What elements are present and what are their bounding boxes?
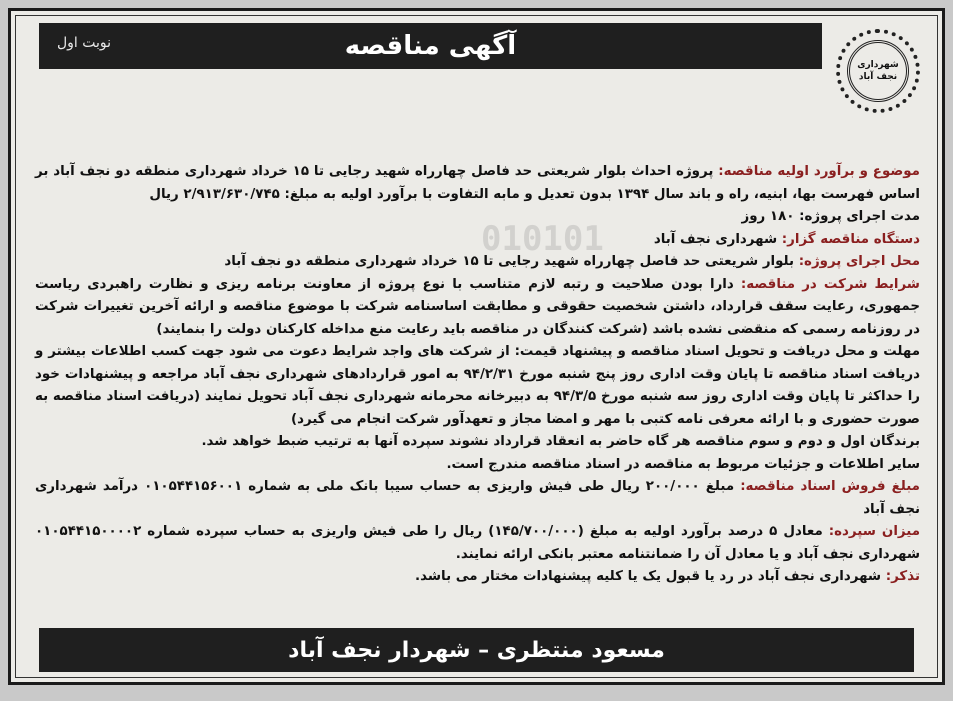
organizer-paragraph (35, 229, 920, 252)
price-paragraph (35, 476, 920, 521)
winners-text: برندگان اول و دوم و سوم مناقصه هر گاه حاضر به انعقاد قرارداد نشوند سپرده آنها به ترتیب ضبط خواهد شد. (201, 434, 920, 449)
note-text: شهرداری نجف آباد در رد یا قبول یک یا کلیه پیشنهادات مختار می باشد. (415, 569, 882, 584)
tender-notice (8, 8, 945, 685)
location-paragraph (35, 251, 920, 274)
deadline-text: مهلت و محل دریافت و تحویل اسناد مناقصه و پیشنهاد قیمت: از شرکت های واجد شرایط دعوت می شود جهت کسب اطلاعات بیشتر و دریافت اسناد مناقصه تا پایان وقت اداری روز پنج شنبه مورخ ۹۴/۲/۳۱ به امور قراردادهای شهرداری نجف آباد مراجعه و پیشنهادات خود را حداکثر تا پایان وقت اداری روز سه شنبه مورخ ۹۴/۳/۵ به دبیرخانه محرمانه شهرداری نجف آباد تحویل نمایند (دریافت اسناد مناقصه به صورت حضوری و با ارائه معرفی نامه کتبی با مهر و امضا مجاز و تعهدآور شرکت انجام می گیرد) (35, 344, 920, 427)
footer-banner (39, 628, 914, 672)
logo-seal (847, 40, 909, 102)
conditions-text: دارا بودن صلاحیت و رتبه لازم متناسب با نوع پروژه از معاونت برنامه ریزی و نظارت راهبردی ریاست جمهوری، رعایت سقف قرارداد، داشتن شخصیت حقوقی و مطابقت اساسنامه شرکت با موضوع مناقصه و ارائه آخرین تغییرات شرکت در روزنامه رسمی که منقضی نشده باشد (شرکت کنندگان در مناقصه باید رعایت منع مداخله کارکنان دولت را بنمایند) (35, 276, 920, 337)
winners-paragraph (35, 431, 920, 454)
note-paragraph (35, 566, 920, 589)
watermark: 010101 (481, 219, 604, 259)
mayor-signature: مسعود منتظری – شهردار نجف آباد (288, 637, 665, 663)
edition-label: نوبت اول (57, 35, 112, 51)
details-paragraph (35, 454, 920, 477)
organizer-label: دستگاه مناقصه گزار: (781, 231, 920, 247)
duration-paragraph (35, 206, 920, 229)
organizer-text: شهرداری نجف آباد (653, 231, 778, 247)
subject-text: پروژه احداث بلوار شریعتی حد فاصل چهارراه شهید رجایی تا ۱۵ خرداد شهرداری منطقه دو نجف آباد بر اساس فهرست بها، ابنیه، راه و باند سال ۱۳۹۴ بدون تعدیل و مابه التفاوت با برآورد اولیه به مبلغ: ۲/۹۱۳/۶۳۰/۷۴۵ ریال (35, 164, 920, 202)
deposit-paragraph (35, 521, 920, 566)
header-banner (39, 23, 822, 69)
notice-title: آگهی مناقصه (344, 31, 517, 61)
deadline-paragraph (35, 341, 920, 431)
price-text: مبلغ ۲۰۰/۰۰۰ ریال طی فیش واریزی به حساب سیبا بانک ملی به شماره ۰۱۰۵۴۴۱۵۶۰۰۱ درآمد شهرداری نجف آباد (35, 479, 920, 517)
conditions-label: شرایط شرکت در مناقصه: (740, 276, 920, 292)
subject-paragraph (35, 161, 920, 206)
deposit-text: معادل ۵ درصد برآورد اولیه به مبلغ (۱۴۵/۷۰۰/۰۰۰) ریال را طی فیش واریزی به حساب سپرده شماره ۰۱۰۵۴۴۱۵۰۰۰۰۲ شهرداری نجف آباد و یا معادل آن را ضمانتنامه معتبر بانکی ارائه نمایند. (35, 524, 920, 562)
note-label: تذکر: (885, 569, 920, 584)
deposit-label: میزان سپرده: (828, 524, 921, 539)
details-text: سایر اطلاعات و جزئیات مربوط به مناقصه در اسناد مناقصه مندرج است. (446, 456, 920, 472)
duration-text: مدت اجرای پروژه: ۱۸۰ روز (741, 209, 920, 224)
location-text: بلوار شریعتی حد فاصل چهارراه شهید رجایی تا ۱۵ خرداد شهرداری منطقه دو نجف آباد (224, 254, 795, 269)
logo-text: شهرداری نجف آباد (857, 59, 899, 82)
municipality-logo (836, 29, 920, 113)
notice-body (35, 161, 920, 589)
subject-label: موضوع و برآورد اولیه مناقصه: (718, 164, 920, 179)
location-label: محل اجرای پروژه: (798, 254, 920, 269)
price-label: مبلغ فروش اسناد مناقصه: (740, 479, 920, 494)
conditions-paragraph (35, 274, 920, 342)
